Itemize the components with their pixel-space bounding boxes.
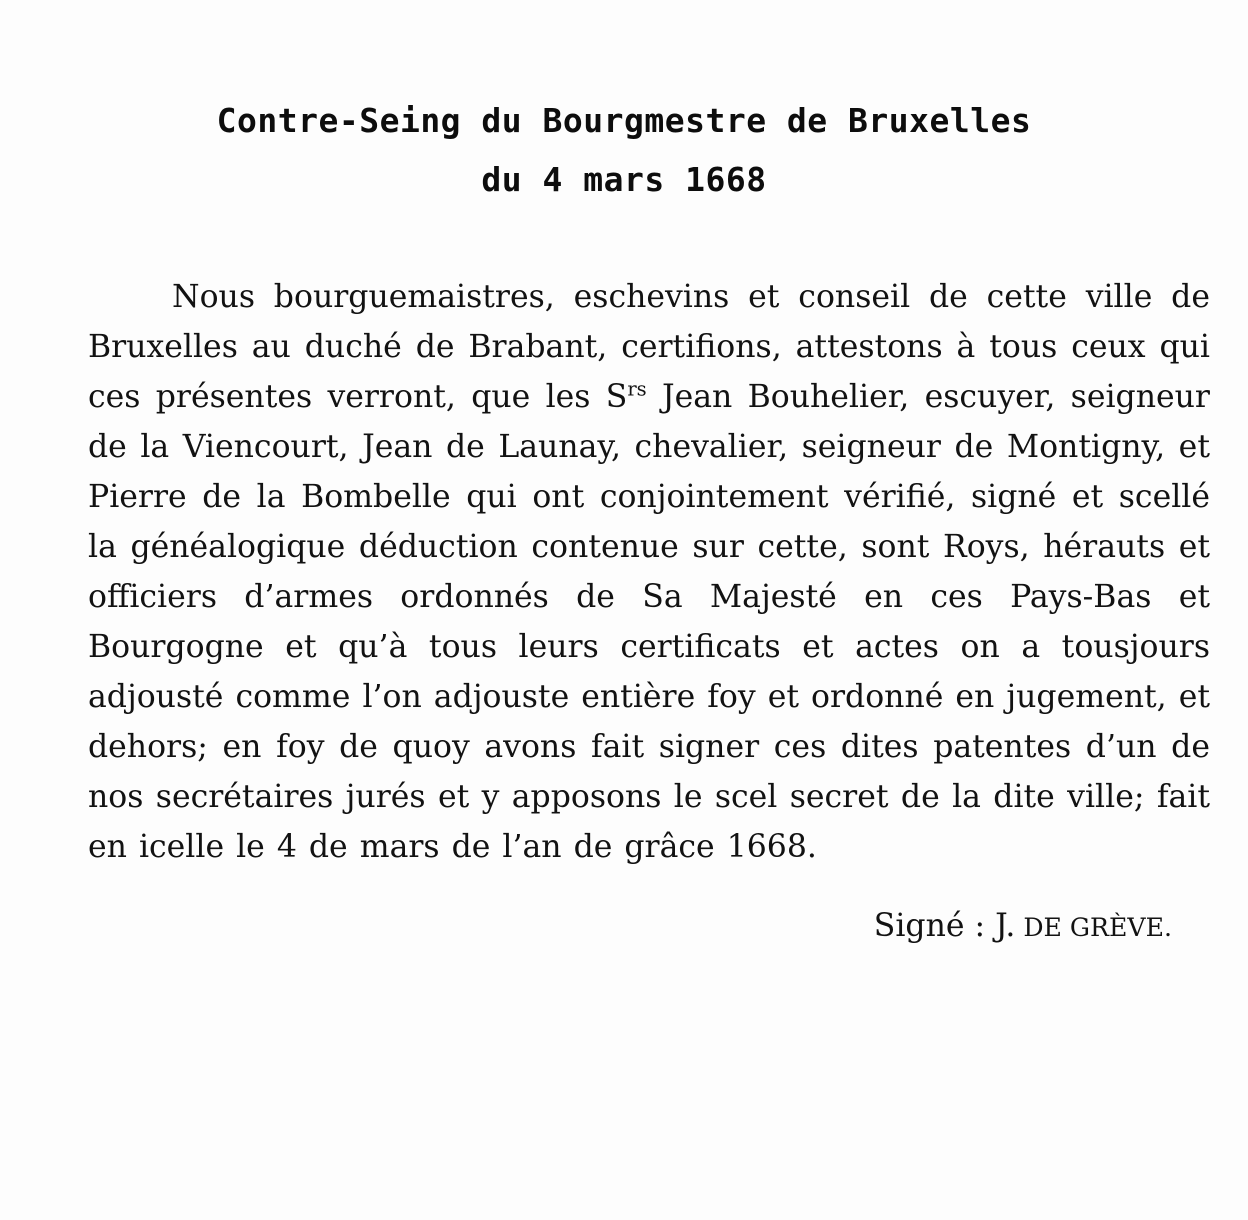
body-paragraph-part-1: Nous bourguemaistres, eschevins et conseil de cette ville de Bruxelles au duché de Brabant, certifions, attestons à tous ceux qui ces présentes verront, que les S [88,279,1210,415]
signature-line [0,908,1248,944]
title-line-1: Contre-Seing du Bourgmestre de Bruxelles [216,101,1032,140]
signature-name: DE GRÈVE. [1015,913,1172,942]
signature-label: Signé : J. [873,908,1016,944]
title-line-2: du 4 mars 1668 [481,160,767,199]
body-superscript: rs [627,377,647,401]
document-body [0,272,1248,872]
document-title [0,0,1248,199]
body-paragraph [88,272,1210,872]
body-paragraph-part-2: Jean Bouhelier, escuyer, seigneur de la Viencourt, Jean de Launay, chevalier, seigneur de Montigny, et Pierre de la Bombelle qui ont conjointement vérifié, signé et scellé la généalogique déduction contenue sur cette, sont Roys, hérauts et officiers d’armes ordonnés de Sa Majesté en ces Pays-Bas et Bourgogne et qu’à tous leurs certificats et actes on a tousjours adjousté comme l’on adjouste entière foy et ordonné en jugement, et dehors; en foy de quoy avons fait signer ces dites patentes d’un de nos secrétaires jurés et y apposons le scel secret de la dite ville; fait en icelle le 4 de mars de l’an de grâce 1668. [88,379,1210,865]
